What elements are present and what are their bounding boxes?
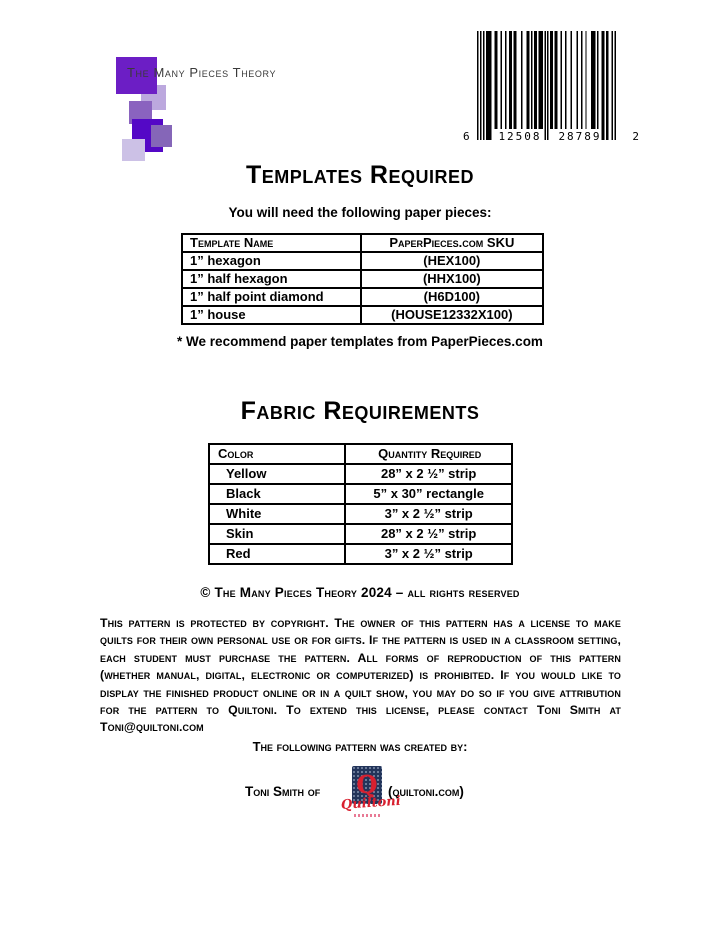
table-cell: 1” hexagon bbox=[182, 252, 361, 270]
quiltoni-q-icon: Q bbox=[356, 770, 378, 799]
table-header-cell: PaperPieces.com SKU bbox=[361, 234, 543, 252]
table-row bbox=[209, 544, 512, 564]
table-row bbox=[209, 464, 512, 484]
brand-logo bbox=[116, 57, 277, 165]
quiltoni-tagline bbox=[354, 814, 382, 817]
quiltoni-script: Quiltoni bbox=[340, 793, 402, 813]
table-cell: 28” x 2 ½” strip bbox=[345, 524, 512, 544]
license-paragraph: This pattern is protected by copyright. The owner of this pattern has a license to make quilts for their own personal use or for gifts. If the pattern is used in a classroom setting, each student must purchase the pattern. All forms of reproduction of this pattern (whether manual, digital, electronic or computerized) is prohibited. If you would like to display the finished product online or in a quilt show, you may do so if you give attribution for the pattern to Quiltoni. To extend this license, please contact Toni Smith at Toni@quiltoni.com bbox=[100, 616, 621, 735]
table-row bbox=[209, 504, 512, 524]
table-header-cell: Quantity Required bbox=[345, 444, 512, 464]
table-cell: (H6D100) bbox=[361, 288, 543, 306]
table-cell: 3” x 2 ½” strip bbox=[345, 504, 512, 524]
templates-table bbox=[181, 233, 544, 325]
copyright-line: © The Many Pieces Theory 2024 – all rights reserved bbox=[200, 585, 520, 600]
barcode-digit-group: 2 bbox=[632, 130, 639, 143]
logo-square bbox=[151, 125, 172, 147]
table-cell: Yellow bbox=[209, 464, 345, 484]
table-cell: (HOUSE12332X100) bbox=[361, 306, 543, 324]
table-header-cell: Color bbox=[209, 444, 345, 464]
table-cell: 1” half hexagon bbox=[182, 270, 361, 288]
table-cell: White bbox=[209, 504, 345, 524]
brand-name: The Many Pieces Theory bbox=[127, 65, 277, 80]
upc-barcode bbox=[463, 31, 639, 143]
logo-square bbox=[122, 139, 145, 161]
table-row bbox=[209, 484, 512, 504]
table-cell: (HHX100) bbox=[361, 270, 543, 288]
fabric-table bbox=[208, 443, 513, 565]
table-cell: 3” x 2 ½” strip bbox=[345, 544, 512, 564]
barcode-digit-group: 12508 bbox=[498, 130, 542, 143]
table-cell: (HEX100) bbox=[361, 252, 543, 270]
table-row bbox=[182, 306, 543, 324]
templates-intro: You will need the following paper pieces: bbox=[228, 205, 492, 220]
author-name: Toni Smith of bbox=[245, 784, 321, 799]
table-row bbox=[209, 524, 512, 544]
table-cell: 1” half point diamond bbox=[182, 288, 361, 306]
table-row bbox=[182, 288, 543, 306]
barcode-bars bbox=[477, 31, 616, 140]
table-row bbox=[182, 270, 543, 288]
barcode-digit-group: 28789 bbox=[558, 130, 602, 143]
table-header-row bbox=[182, 234, 543, 252]
templates-note: * We recommend paper templates from PaperPieces.com bbox=[177, 334, 543, 349]
table-header-row bbox=[209, 444, 512, 464]
table-cell: 28” x 2 ½” strip bbox=[345, 464, 512, 484]
table-cell: 5” x 30” rectangle bbox=[345, 484, 512, 504]
site-link: (quiltoni.com) bbox=[388, 784, 464, 799]
quiltoni-logo bbox=[340, 766, 402, 824]
barcode-digit-group: 6 bbox=[463, 130, 470, 143]
table-cell: 1” house bbox=[182, 306, 361, 324]
table-cell: Black bbox=[209, 484, 345, 504]
fabric-title: Fabric Requirements bbox=[240, 397, 480, 425]
created-by-line: The following pattern was created by: bbox=[252, 739, 468, 754]
table-cell: Red bbox=[209, 544, 345, 564]
table-row bbox=[182, 252, 543, 270]
table-header-cell: Template Name bbox=[182, 234, 361, 252]
templates-title: Templates Required bbox=[246, 161, 474, 189]
table-cell: Skin bbox=[209, 524, 345, 544]
